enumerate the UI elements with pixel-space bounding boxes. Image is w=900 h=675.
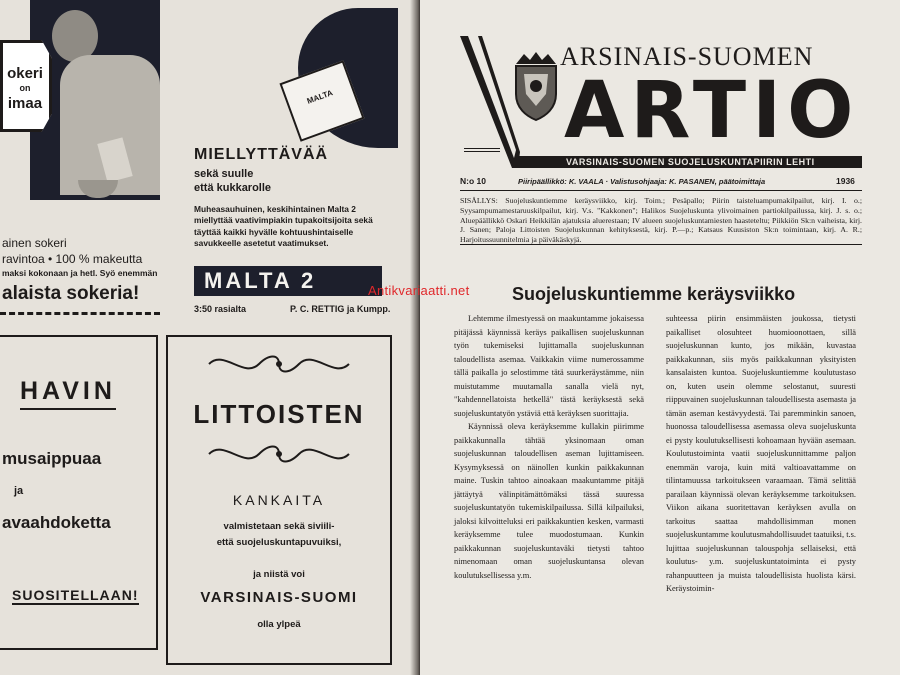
- article-paragraph: Lehtemme ilmestyessä on maakuntamme jokaisessa pitäjässä käynnissä keräys paikallisen suojeluskunnan työn tukemiseksi lujittamalla suojeluskunnan taloudellista asemaa. Vaikkakin viime numerossamme tällä paikalla jo selostimme tätä suurkeräystämme, niin muistutamme muutamalla sanalla vielä nyt, "kahdennellatoista hetkellä" tästä keräyksestä sekä suojeluskuntatyön ystäviä että keräyksen suorittajia.: [454, 314, 644, 418]
- table-of-contents: SISÄLLYS: Suojeluskuntiemme keräysviikko, kirj. Toim.; Pesäpallo; Piirin taisteluampumakilpailut, kirj. I. o.; Syysampumamestaruuskilpailut, kirj. V.s. "Kakkonen"; Halikos Suojeluskunta ylivoimainen partiokilpailussa, kirj. J. s. o.; Aluepäällikkö Oskari Heikkilän ajatuksia aluerestaan; IV alueen suojeluskuntamiesten haasteteltu; Piikkiön Sk:n vaiheista, kirj. J. Sanen; Paloja Littoisten Suojeluskunnan kehityksestä, kirj. P.—p.; Katsaus Kuusiston Sk:n toimintaan, kirj. A. R.; Harjoitussuunnitelmia ja päiväkäskyjä.: [460, 196, 862, 245]
- malta-sub: sekä suulle: [194, 168, 254, 180]
- havin-line: avaahdoketta: [2, 513, 111, 532]
- sugar-badge-line: imaa: [7, 95, 43, 112]
- havin-line: musaippuaa: [2, 449, 102, 468]
- sugar-ad: [0, 0, 160, 318]
- littoisten-line: valmistetaan sekä siviili-: [223, 521, 335, 532]
- malta-body: Muheasauhuinen, keskihintainen Malta 2 miellyttää vaativimpiakin tupakoitsijoita sekä täyttää kaikki hyvälle kohtuushintaiselle savukkeelle asetetut vaatimukset.: [194, 204, 373, 248]
- coat-of-arms-icon: [510, 50, 562, 122]
- divider: [0, 312, 160, 315]
- sugar-line: maksi kokonaan ja hetl. Syö enemmän: [2, 268, 158, 278]
- malta-ad: [180, 8, 400, 320]
- sugar-headline: alaista sokeria!: [2, 283, 140, 304]
- article-column-1: [454, 312, 644, 582]
- ornament-icon: [204, 351, 354, 377]
- article-paragraph: suhteessa piirin ensimmäisten joukossa, tietysti paikalliset olosuhteet huomioonottaen, sillä suojeluskunnan kunto, jos mikään, kuvastaa paikkakunnan, siis myös paikkakunnan yksityisten kansalaisten kuntoa. Suojeluskuntiemme koulutustaso on, kuten usein olemme selostanut, suuresti riippuvainen suojeluskunnan taloudellisesta asemasta ja tämän aseman kestävyydestä. Tai paremminkin sanoen, huonossa taloudellisessa asemassa oleva suojeluskunta ei pysty koulutuksellisesti kohoamaan hyvään asemaan. Koulutustoiminta vaatii suojeluskunnittamme paljon enemmän varoja, kuin mitä valtioavattamme on tilintamuussa tarkoitukseen varaamaan. Tämä selittää parailaan käynnissä olevan keräyksemme tarkoituksen. Viikon aikana suoritettavan keräyksen avulla on tarkoitus saattaa mahdollisimman monen suojeluskuntamme koulutusmahdollisuudet taatuiksi, t.s. lujittaa suojeluskunnan talouspohja sellaiseksi, että koulutus- y.m. suojeluskuntatoiminta ei pysty rahanpuutteen ja muista taloudellisista huolista kärsi. Keräystoimin-: [666, 314, 856, 593]
- watermark: Antikvariaatti.net: [368, 283, 470, 298]
- issue-editors: Piiripäällikkö: K. VAALA · Valistusohjaaja: K. PASANEN, päätoimittaja: [518, 177, 766, 186]
- divider: [460, 244, 862, 245]
- ornament-icon: [204, 441, 354, 467]
- issue-number: N:o 10: [460, 176, 486, 186]
- malta-price: 3:50 rasialta: [194, 304, 247, 314]
- malta-maker: P. C. RETTIG ja Kumpp.: [290, 304, 391, 314]
- left-page: [0, 0, 416, 675]
- pack-label: MALTA: [305, 88, 335, 106]
- masthead-stripes: [464, 148, 500, 152]
- littoisten-product: KANKAITA: [232, 492, 326, 508]
- masthead-name-top: ARSINAIS-SUOMEN: [560, 42, 814, 71]
- havin-recommend: SUOSITELLAAN!: [12, 587, 139, 603]
- malta-sub: että kukkarolle: [194, 182, 272, 194]
- littoisten-brand: LITTOISTEN: [193, 399, 365, 429]
- sugar-line: ainen sokeri: [2, 236, 67, 250]
- right-page: [420, 0, 900, 675]
- masthead-district: VARSINAIS-SUOMEN SUOJELUSKUNTAPIIRIN LEHTI: [518, 156, 862, 168]
- littoisten-line: että suojeluskuntapuvuiksi,: [216, 537, 342, 548]
- masthead-name-main: ARTIO: [564, 66, 860, 156]
- issue-year: 1936: [836, 176, 855, 186]
- sugar-badge-line: okeri: [7, 65, 43, 82]
- divider: [460, 190, 862, 191]
- havin-ad: [0, 335, 158, 650]
- masthead: [460, 28, 860, 180]
- havin-title: HAVIN: [20, 377, 116, 410]
- sugar-line: ravintoa • 100 % makeutta: [2, 252, 143, 266]
- malta-brand: MALTA 2: [194, 266, 382, 296]
- article-column-2: [666, 312, 856, 596]
- sugar-badge-line: on: [19, 83, 31, 93]
- havin-ja: ja: [14, 485, 24, 497]
- article-title: Suojeluskuntiemme keräysviikko: [512, 284, 796, 304]
- malta-heading: MIELLYTTÄVÄÄ: [194, 146, 329, 163]
- article-paragraph: Käynnissä oleva keräyksemme kullakin piirimme paikkakunnalla tähtää yksinomaan oman suojeluskunnan taloudellisen aseman lujittamiseen. Kysymyksessä on näinollen kunkin paikkakunnan maine. Tuskin tahtoo ainoakaan maakuntamme pitäjä jättäytyä välinpitämättömäksi tässä suuressa suojeluskuntatyön tukemiskilpailussa. Sillä kilpailuksi, jaloksi kilvoitteluksi eri paikkakuntien kesken, varmasti keräyksemme tulee muodostumaan. Kunkin paikkakunnan suojeluskuntaväki tietysti tahtoo nimenomaan oman suojeluskuntansa olevan koulutuksellisessa y.m.: [454, 422, 644, 580]
- littoisten-proud: olla ylpeä: [257, 619, 301, 630]
- littoisten-line: ja niistä voi: [253, 569, 305, 580]
- littoisten-ad: [166, 335, 392, 665]
- littoisten-region: VARSINAIS-SUOMI: [200, 589, 358, 606]
